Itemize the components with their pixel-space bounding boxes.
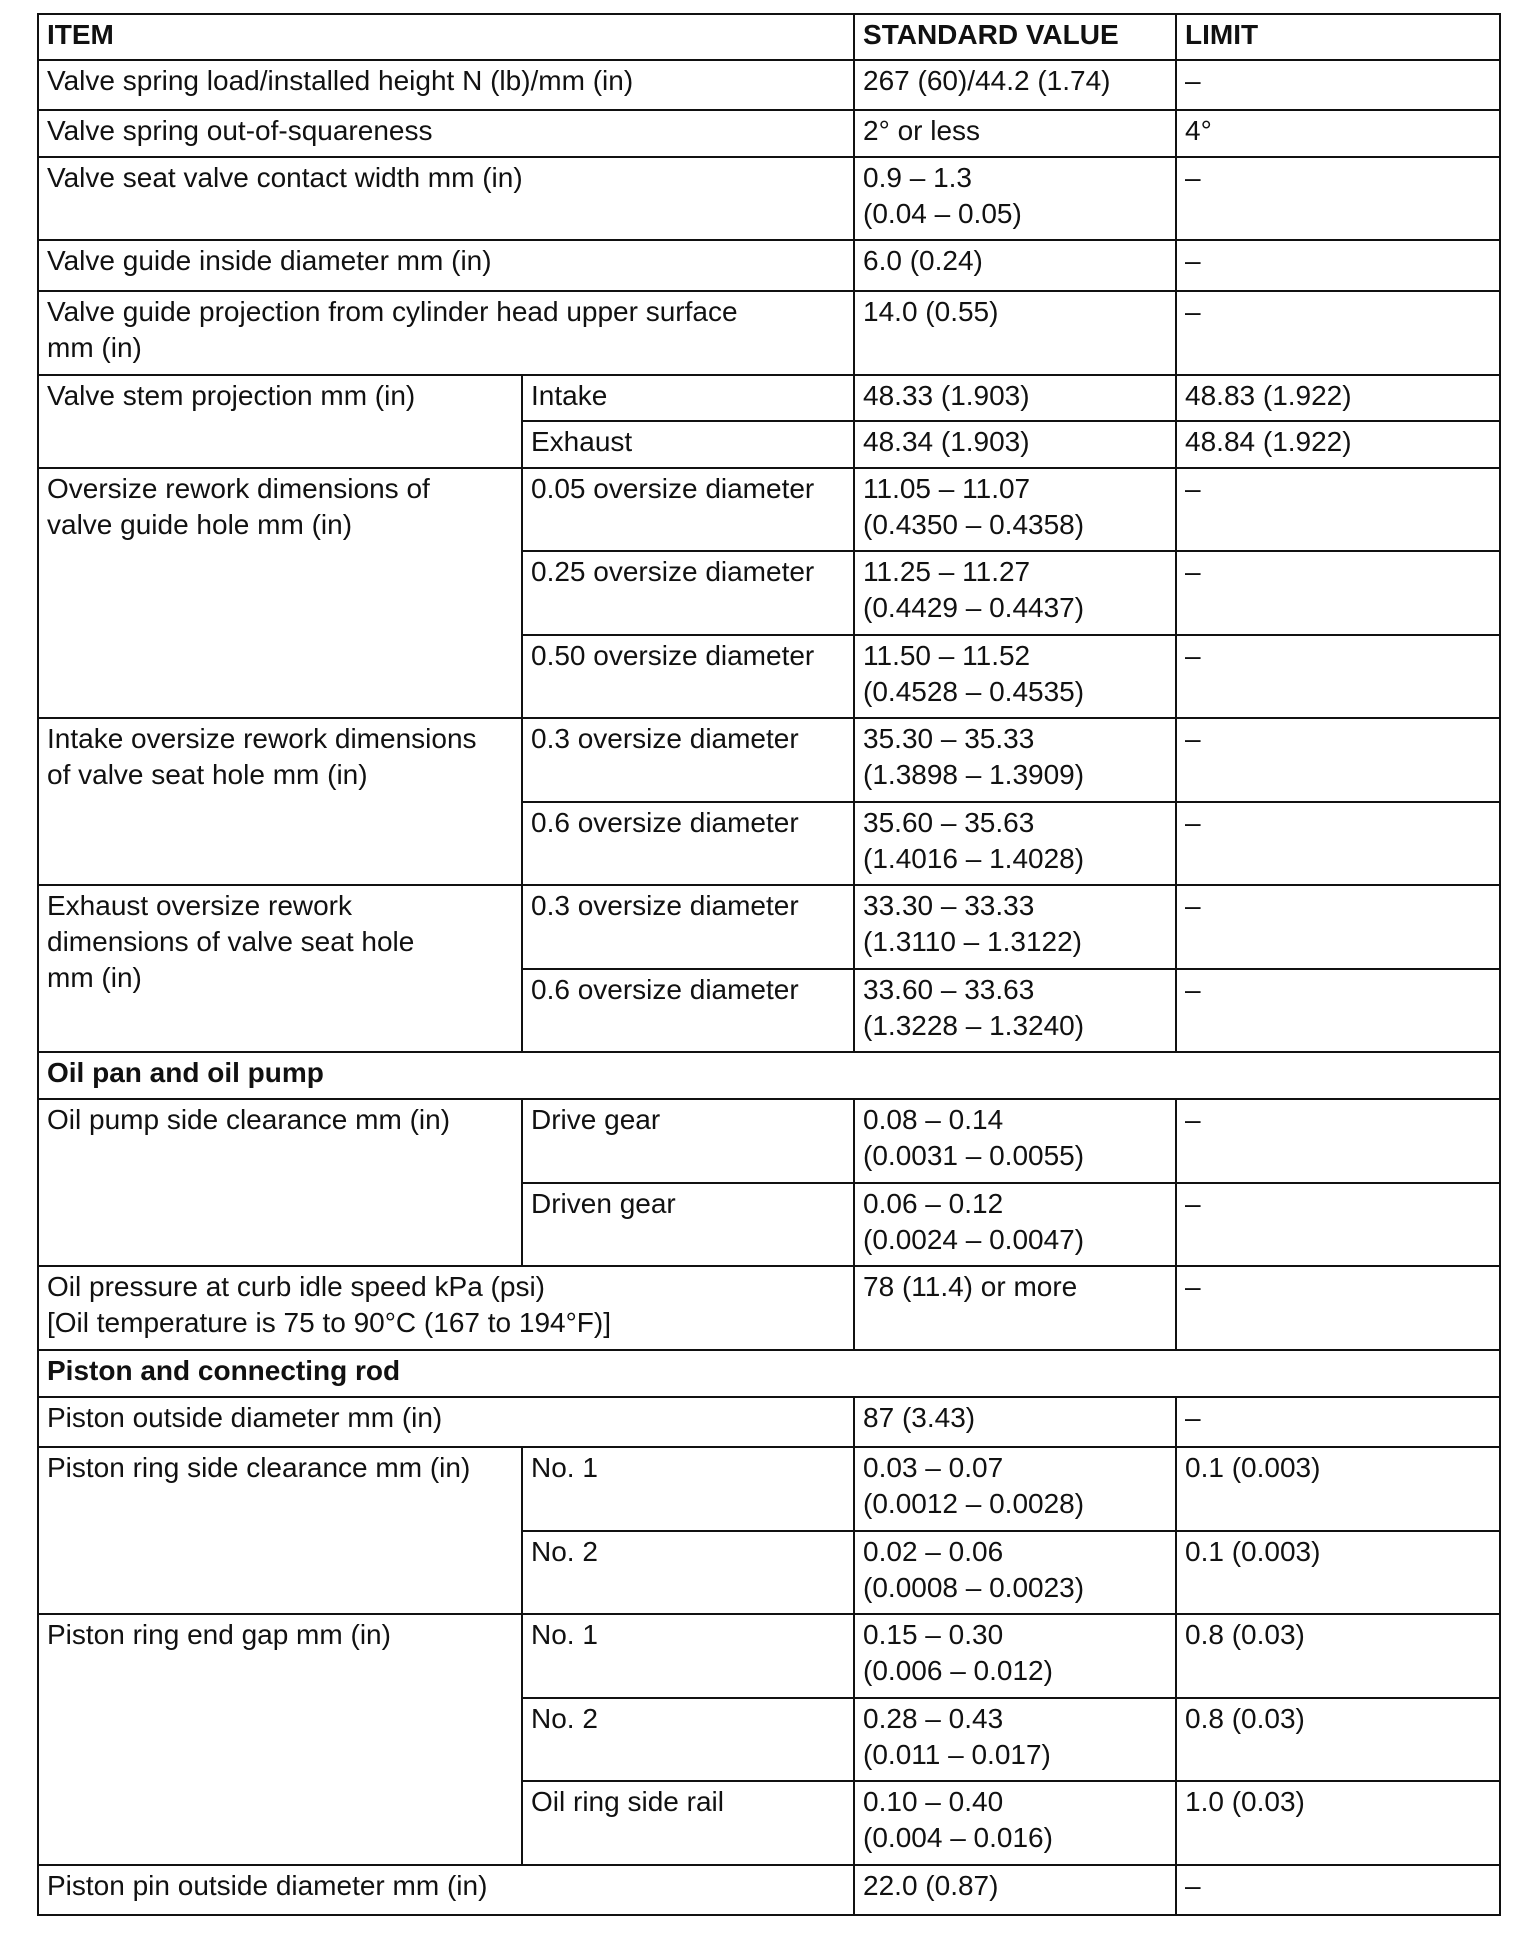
limit-cell: – (1176, 635, 1500, 718)
table-row (38, 468, 1500, 551)
standard-cell: 0.28 – 0.43 (0.011 – 0.017) (854, 1698, 1176, 1781)
item-cell: Piston ring end gap mm (in) (38, 1614, 522, 1865)
sub-item-cell: Oil ring side rail (522, 1781, 854, 1865)
standard-cell: 78 (11.4) or more (854, 1266, 1176, 1350)
limit-cell: – (1176, 1266, 1500, 1350)
limit-cell: 0.8 (0.03) (1176, 1614, 1500, 1698)
standard-cell: 2° or less (854, 110, 1176, 157)
standard-cell: 0.02 – 0.06 (0.0008 – 0.0023) (854, 1531, 1176, 1614)
item-cell: Valve spring out-of-squareness (38, 110, 854, 157)
header-item: ITEM (38, 14, 854, 60)
table-row (38, 1447, 1500, 1531)
item-cell: Piston ring side clearance mm (in) (38, 1447, 522, 1614)
sub-item-cell: 0.3 oversize diameter (522, 885, 854, 969)
standard-cell: 11.25 – 11.27 (0.4429 – 0.4437) (854, 551, 1176, 635)
limit-cell: – (1176, 468, 1500, 551)
limit-cell: – (1176, 969, 1500, 1052)
item-cell: Intake oversize rework dimensions of valve seat hole mm (in) (38, 718, 522, 885)
item-cell: Valve guide inside diameter mm (in) (38, 240, 854, 291)
standard-cell: 33.30 – 33.33 (1.3110 – 1.3122) (854, 885, 1176, 969)
item-cell: Valve seat valve contact width mm (in) (38, 157, 854, 240)
sub-item-cell: No. 2 (522, 1531, 854, 1614)
sub-item-cell: No. 2 (522, 1698, 854, 1781)
limit-cell: 48.83 (1.922) (1176, 375, 1500, 421)
item-cell: Valve spring load/installed height N (lb)/mm (in) (38, 60, 854, 110)
standard-cell: 0.03 – 0.07 (0.0012 – 0.0028) (854, 1447, 1176, 1531)
table-row (38, 1614, 1500, 1698)
limit-cell: – (1176, 885, 1500, 969)
limit-cell: – (1176, 551, 1500, 635)
standard-cell: 0.9 – 1.3 (0.04 – 0.05) (854, 157, 1176, 240)
limit-cell: 0.1 (0.003) (1176, 1531, 1500, 1614)
section-title: Oil pan and oil pump (38, 1052, 1500, 1099)
standard-cell: 0.15 – 0.30 (0.006 – 0.012) (854, 1614, 1176, 1698)
standard-cell: 0.10 – 0.40 (0.004 – 0.016) (854, 1781, 1176, 1865)
table-row (38, 60, 1500, 110)
sub-item-cell: 0.6 oversize diameter (522, 969, 854, 1052)
table-row (38, 885, 1500, 969)
sub-item-cell: Drive gear (522, 1099, 854, 1183)
standard-cell: 0.06 – 0.12 (0.0024 – 0.0047) (854, 1183, 1176, 1266)
limit-cell: – (1176, 240, 1500, 291)
table-row (38, 1099, 1500, 1183)
limit-cell: 48.84 (1.922) (1176, 421, 1500, 468)
section-row (38, 1052, 1500, 1099)
limit-cell: – (1176, 718, 1500, 802)
item-cell: Valve guide projection from cylinder head upper surface mm (in) (38, 291, 854, 375)
sub-item-cell: No. 1 (522, 1614, 854, 1698)
limit-cell: – (1176, 60, 1500, 110)
table-row (38, 718, 1500, 802)
specification-table (37, 13, 1501, 1916)
standard-cell: 35.30 – 35.33 (1.3898 – 1.3909) (854, 718, 1176, 802)
limit-cell: 0.8 (0.03) (1176, 1698, 1500, 1781)
sub-item-cell: 0.25 oversize diameter (522, 551, 854, 635)
sub-item-cell: 0.3 oversize diameter (522, 718, 854, 802)
standard-cell: 0.08 – 0.14 (0.0031 – 0.0055) (854, 1099, 1176, 1183)
limit-cell: 0.1 (0.003) (1176, 1447, 1500, 1531)
limit-cell: 1.0 (0.03) (1176, 1781, 1500, 1865)
item-cell: Oversize rework dimensions of valve guide hole mm (in) (38, 468, 522, 718)
table-row (38, 291, 1500, 375)
limit-cell: – (1176, 157, 1500, 240)
header-standard-value: STANDARD VALUE (854, 14, 1176, 60)
sub-item-cell: 0.50 oversize diameter (522, 635, 854, 718)
item-cell: Piston outside diameter mm (in) (38, 1397, 854, 1447)
standard-cell: 22.0 (0.87) (854, 1865, 1176, 1915)
limit-cell: – (1176, 1397, 1500, 1447)
limit-cell: – (1176, 1099, 1500, 1183)
standard-cell: 33.60 – 33.63 (1.3228 – 1.3240) (854, 969, 1176, 1052)
standard-cell: 14.0 (0.55) (854, 291, 1176, 375)
sub-item-cell: Intake (522, 375, 854, 421)
item-cell: Exhaust oversize rework dimensions of valve seat hole mm (in) (38, 885, 522, 1052)
limit-cell: – (1176, 1865, 1500, 1915)
standard-cell: 48.33 (1.903) (854, 375, 1176, 421)
table-row (38, 375, 1500, 421)
table-row (38, 1397, 1500, 1447)
standard-cell: 267 (60)/44.2 (1.74) (854, 60, 1176, 110)
item-cell: Oil pressure at curb idle speed kPa (psi) [Oil temperature is 75 to 90°C (167 to 194°F)] (38, 1266, 854, 1350)
table-row (38, 1266, 1500, 1350)
standard-cell: 48.34 (1.903) (854, 421, 1176, 468)
header-limit: LIMIT (1176, 14, 1500, 60)
standard-cell: 11.05 – 11.07 (0.4350 – 0.4358) (854, 468, 1176, 551)
item-cell: Valve stem projection mm (in) (38, 375, 522, 468)
table-row (38, 240, 1500, 291)
item-cell: Piston pin outside diameter mm (in) (38, 1865, 854, 1915)
standard-cell: 11.50 – 11.52 (0.4528 – 0.4535) (854, 635, 1176, 718)
standard-cell: 87 (3.43) (854, 1397, 1176, 1447)
sub-item-cell: 0.05 oversize diameter (522, 468, 854, 551)
sub-item-cell: Exhaust (522, 421, 854, 468)
limit-cell: – (1176, 802, 1500, 885)
item-cell: Oil pump side clearance mm (in) (38, 1099, 522, 1266)
sub-item-cell: No. 1 (522, 1447, 854, 1531)
standard-cell: 6.0 (0.24) (854, 240, 1176, 291)
section-title: Piston and connecting rod (38, 1350, 1500, 1397)
standard-cell: 35.60 – 35.63 (1.4016 – 1.4028) (854, 802, 1176, 885)
section-row (38, 1350, 1500, 1397)
table-row (38, 157, 1500, 240)
sub-item-cell: 0.6 oversize diameter (522, 802, 854, 885)
table-row (38, 110, 1500, 157)
limit-cell: – (1176, 291, 1500, 375)
table-row (38, 1865, 1500, 1915)
limit-cell: 4° (1176, 110, 1500, 157)
header-row (38, 14, 1500, 60)
limit-cell: – (1176, 1183, 1500, 1266)
sub-item-cell: Driven gear (522, 1183, 854, 1266)
